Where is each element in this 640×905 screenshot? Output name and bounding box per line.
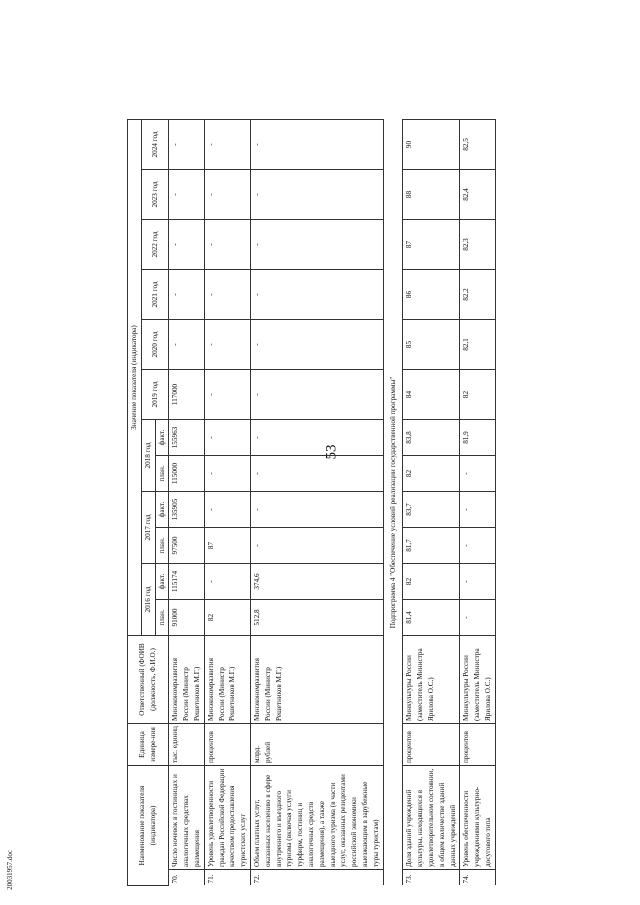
cell-fact-2016: -	[204, 564, 250, 600]
cell-2019: -	[204, 370, 250, 420]
row-number: 72.	[250, 870, 383, 886]
header-name: Наименование показателя (индикатора)	[128, 766, 169, 886]
cell-2020: 85	[403, 320, 460, 370]
cell-plan-2017: -	[460, 528, 495, 564]
row-responsible: Минэкономразвития России (Министр Решетников М.Г.)	[250, 636, 383, 724]
header-2017: 2017 год	[141, 492, 155, 564]
cell-2022: -	[169, 220, 204, 270]
cell-fact-2017: -	[204, 492, 250, 528]
cell-plan-2017: 97500	[169, 528, 204, 564]
header-2021: 2021 год	[141, 270, 169, 320]
cell-2023: 82,4	[460, 170, 495, 220]
row-name: Объем платных услуг, оказанных населению в сфере внутреннего и въездного туризма (включая услуги турфирм, гостиниц и аналогичных средств размещения), а также выездного туризма (в части услуг, оказанных резидентами российской экономики выезжающим в зарубежные туры туристам)	[250, 766, 383, 870]
footer-doc-code: 20031957.doc	[6, 850, 14, 890]
header-unit: Единица измере-ния	[128, 724, 169, 766]
cell-2022: 82,3	[460, 220, 495, 270]
header-fact-2018: факт.	[155, 420, 169, 456]
row-unit: тыс. единиц	[169, 724, 204, 766]
row-responsible: Минкультуры России (заместитель Министра Ярилова О.С.)	[460, 636, 495, 724]
page-number: 53	[323, 444, 340, 460]
cell-2021: -	[250, 270, 383, 320]
cell-2020: 82,1	[460, 320, 495, 370]
cell-2024: -	[169, 119, 204, 169]
row-number: 73.	[403, 870, 460, 886]
table-row	[403, 0, 460, 886]
row-number: 71.	[204, 870, 250, 886]
cell-2024: -	[204, 119, 250, 169]
cell-plan-2018: -	[250, 456, 383, 492]
cell-2022: 87	[403, 220, 460, 270]
cell-plan-2016: 82	[204, 600, 250, 636]
row-unit: процентов	[403, 724, 460, 766]
cell-fact-2018: -	[250, 420, 383, 456]
cell-2022: -	[204, 220, 250, 270]
subprogram-heading: Подпрограмма 4 "Обеспечение условий реализации государственной программы"	[383, 119, 403, 885]
cell-2020: -	[204, 320, 250, 370]
cell-plan-2018: -	[204, 456, 250, 492]
cell-plan-2017: 87	[204, 528, 250, 564]
row-unit: процентов	[204, 724, 250, 766]
cell-fact-2018: 83,8	[403, 420, 460, 456]
cell-plan-2018: 82	[403, 456, 460, 492]
indicator-table	[127, 46, 607, 886]
cell-2019: -	[250, 370, 383, 420]
cell-fact-2016: 374,6	[250, 564, 383, 600]
header-2023: 2023 год	[141, 170, 169, 220]
header-fact-2016: факт.	[155, 564, 169, 600]
cell-2019: 117000	[169, 370, 204, 420]
row-name: Число ночевок в гостиницах и аналогичных средствах размещения	[169, 766, 204, 870]
cell-2020: -	[169, 320, 204, 370]
header-2016: 2016 год	[141, 564, 155, 636]
cell-plan-2018: -	[460, 456, 495, 492]
subprogram-row	[383, 0, 403, 886]
cell-fact-2018: 81,9	[460, 420, 495, 456]
table-row	[204, 0, 250, 886]
cell-2022: -	[250, 220, 383, 270]
header-2018: 2018 год	[141, 420, 155, 492]
cell-2021: -	[169, 270, 204, 320]
cell-2020: -	[250, 320, 383, 370]
cell-fact-2016: 115174	[169, 564, 204, 600]
cell-2023: -	[169, 170, 204, 220]
header-2024: 2024 год	[141, 119, 169, 169]
header-2019: 2019 год	[141, 370, 169, 420]
cell-plan-2016: 81,4	[403, 600, 460, 636]
cell-plan-2018: 115000	[169, 456, 204, 492]
cell-2019: 84	[403, 370, 460, 420]
cell-fact-2017: 135905	[169, 492, 204, 528]
header-plan-2017: план.	[155, 528, 169, 564]
cell-plan-2017: -	[250, 528, 383, 564]
cell-fact-2017: -	[460, 492, 495, 528]
row-name: Уровень обеспеченности учреждениями культурно-досугового типа	[460, 766, 495, 870]
row-responsible: Минэкономразвития России (Министр Решетников М.Г.)	[169, 636, 204, 724]
header-fact-2017: факт.	[155, 492, 169, 528]
header-2022: 2022 год	[141, 220, 169, 270]
cell-2024: -	[250, 119, 383, 169]
cell-fact-2017: 83,7	[403, 492, 460, 528]
header-responsible: Ответственный (ФОИВ (должность, Ф.И.О.)	[128, 636, 169, 724]
cell-2023: 88	[403, 170, 460, 220]
row-number: 74.	[460, 870, 495, 886]
cell-fact-2018: 155963	[169, 420, 204, 456]
cell-2021: 82,2	[460, 270, 495, 320]
cell-fact-2018: -	[204, 420, 250, 456]
cell-2024: 82,5	[460, 119, 495, 169]
cell-2021: -	[204, 270, 250, 320]
cell-plan-2016: 512,8	[250, 600, 383, 636]
header-values: Значение показателя (индикатора)	[128, 119, 142, 635]
row-number: 70.	[169, 870, 204, 886]
row-responsible: Минкультуры России (заместитель Министра Ярилова О.С.)	[403, 636, 460, 724]
cell-plan-2017: 81,7	[403, 528, 460, 564]
cell-2021: 86	[403, 270, 460, 320]
header-2020: 2020 год	[141, 320, 169, 370]
cell-fact-2017: -	[250, 492, 383, 528]
table-row	[250, 0, 383, 886]
table-row	[460, 0, 495, 886]
row-unit: процентов	[460, 724, 495, 766]
header-plan-2016: план.	[155, 600, 169, 636]
cell-fact-2016: -	[460, 564, 495, 600]
cell-2023: -	[204, 170, 250, 220]
row-responsible: Минэкономразвития России (Министр Решетников М.Г.)	[204, 636, 250, 724]
cell-2019: 82	[460, 370, 495, 420]
cell-2024: 90	[403, 119, 460, 169]
row-name: Уровень удовлетворенности граждан Российской Федерации качеством предоставления туристских услуг	[204, 766, 250, 870]
header-plan-2018: план.	[155, 456, 169, 492]
cell-2023: -	[250, 170, 383, 220]
row-unit: млрд. рублей	[250, 724, 383, 766]
table-row	[169, 0, 204, 886]
cell-plan-2016: -	[460, 600, 495, 636]
cell-plan-2016: 91000	[169, 600, 204, 636]
row-name: Доля зданий учреждений культуры, находящихся в удовлетворительном состоянии, в общем количестве зданий данных учреждений	[403, 766, 460, 870]
cell-fact-2016: 82	[403, 564, 460, 600]
